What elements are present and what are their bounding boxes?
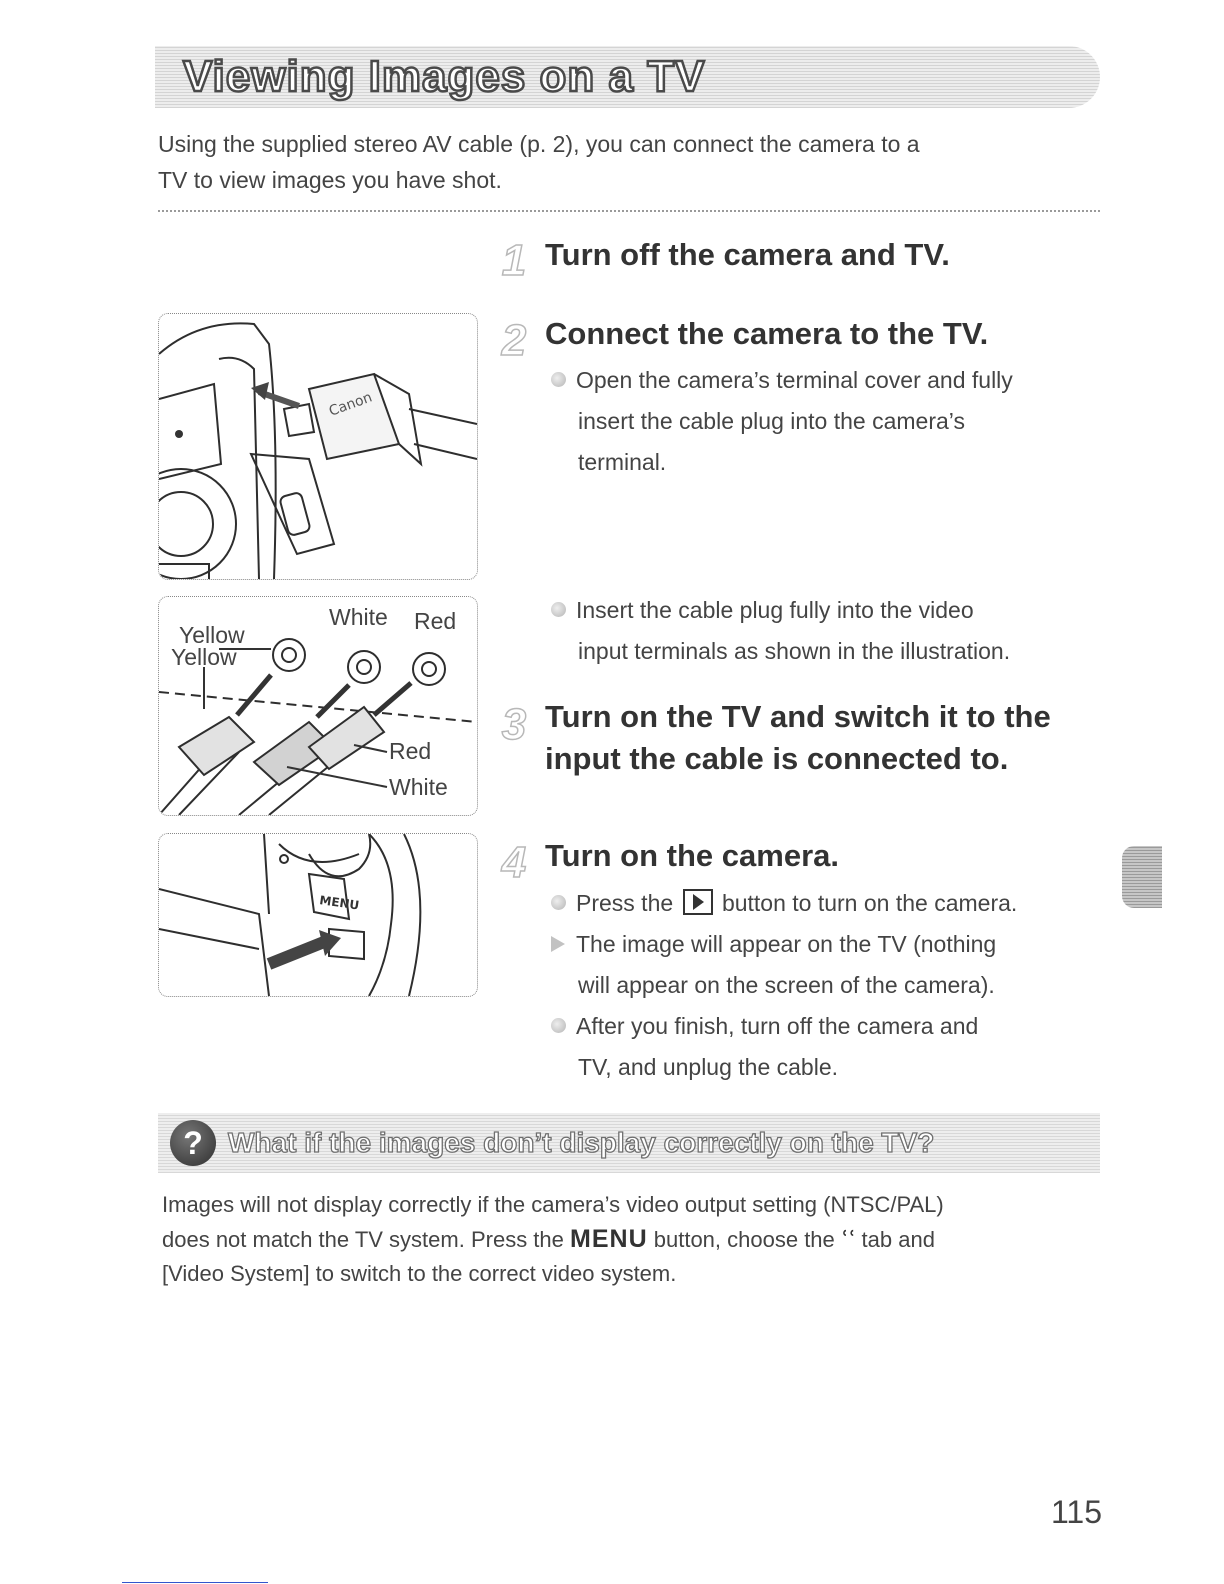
menu-button-word: MENU: [570, 1225, 648, 1253]
bullet-icon: [551, 372, 566, 387]
tip-heading: What if the images don’t display correctly on the TV?: [228, 1127, 935, 1158]
step-heading-1: Turn off the camera and TV.: [545, 237, 950, 272]
step-2-bullet-1: Open the camera’s terminal cover and fully insert the cable plug into the camera’s terminal.: [578, 360, 1108, 483]
intro-paragraph: [158, 126, 1108, 198]
illustration-camera-terminal: [158, 313, 478, 580]
bullet-icon: [551, 895, 566, 910]
footer-rule: [122, 1582, 268, 1583]
step-number-4: 4: [501, 838, 527, 887]
intro-line: Using the supplied stereo AV cable (p. 2), you can connect the camera to a: [158, 131, 920, 157]
result-arrow-icon: [551, 936, 565, 952]
label-yellow: Yellow: [171, 644, 237, 670]
label-red: Red: [414, 608, 457, 634]
step-number-2: 2: [501, 316, 527, 365]
label-white: White: [389, 774, 448, 800]
bullet-icon: [551, 1018, 566, 1033]
step-heading-4: Turn on the camera.: [545, 838, 839, 873]
step-number-3: 3: [501, 700, 527, 749]
playback-button-icon: [683, 889, 713, 915]
illustration-av-cable-colors: [158, 596, 478, 816]
camera-logo-text: Canon: [326, 389, 375, 420]
label-red: Red: [389, 738, 432, 764]
step-heading-2: Connect the camera to the TV.: [545, 316, 989, 351]
settings-tab-icon: ՙՙ: [840, 1227, 856, 1252]
step-heading-3: Turn on the TV and switch it to the input the cable is connected to.: [545, 699, 1051, 776]
bullet-icon: [551, 602, 566, 617]
step-4-content: Press the button to turn on the camera. The image will appear on the TV (nothing will appear on the screen of the camera). After you finish, turn off the camera and TV, and unplug the cable.: [578, 883, 1118, 1088]
menu-button-label: MENU: [318, 893, 361, 913]
page-number: 115: [1050, 1494, 1102, 1530]
chapter-side-tab: [1122, 846, 1162, 908]
tip-body: Images will not display correctly if the camera’s video output setting (NTSC/PAL) does not match the TV system. Press the MENU button, choose the ՙՙ tab and [Video System] to switch to the correct video system.: [162, 1192, 944, 1286]
camera-back-drawing: [159, 834, 477, 996]
section-divider: [158, 210, 1100, 212]
illustration-playback-button: [158, 833, 478, 997]
page-title: Viewing Images on a TV: [183, 52, 706, 101]
intro-line: TV to view images you have shot.: [158, 167, 502, 193]
camera-terminal-drawing: [159, 314, 477, 579]
step-number-1: 1: [501, 236, 527, 285]
question-icon: ?: [170, 1120, 216, 1166]
av-cable-drawing: [159, 597, 477, 815]
label-white: White: [329, 604, 388, 630]
step-2-bullet-2: Insert the cable plug fully into the video input terminals as shown in the illustration.: [578, 590, 1108, 672]
label-yellow: Yellow: [179, 622, 245, 648]
